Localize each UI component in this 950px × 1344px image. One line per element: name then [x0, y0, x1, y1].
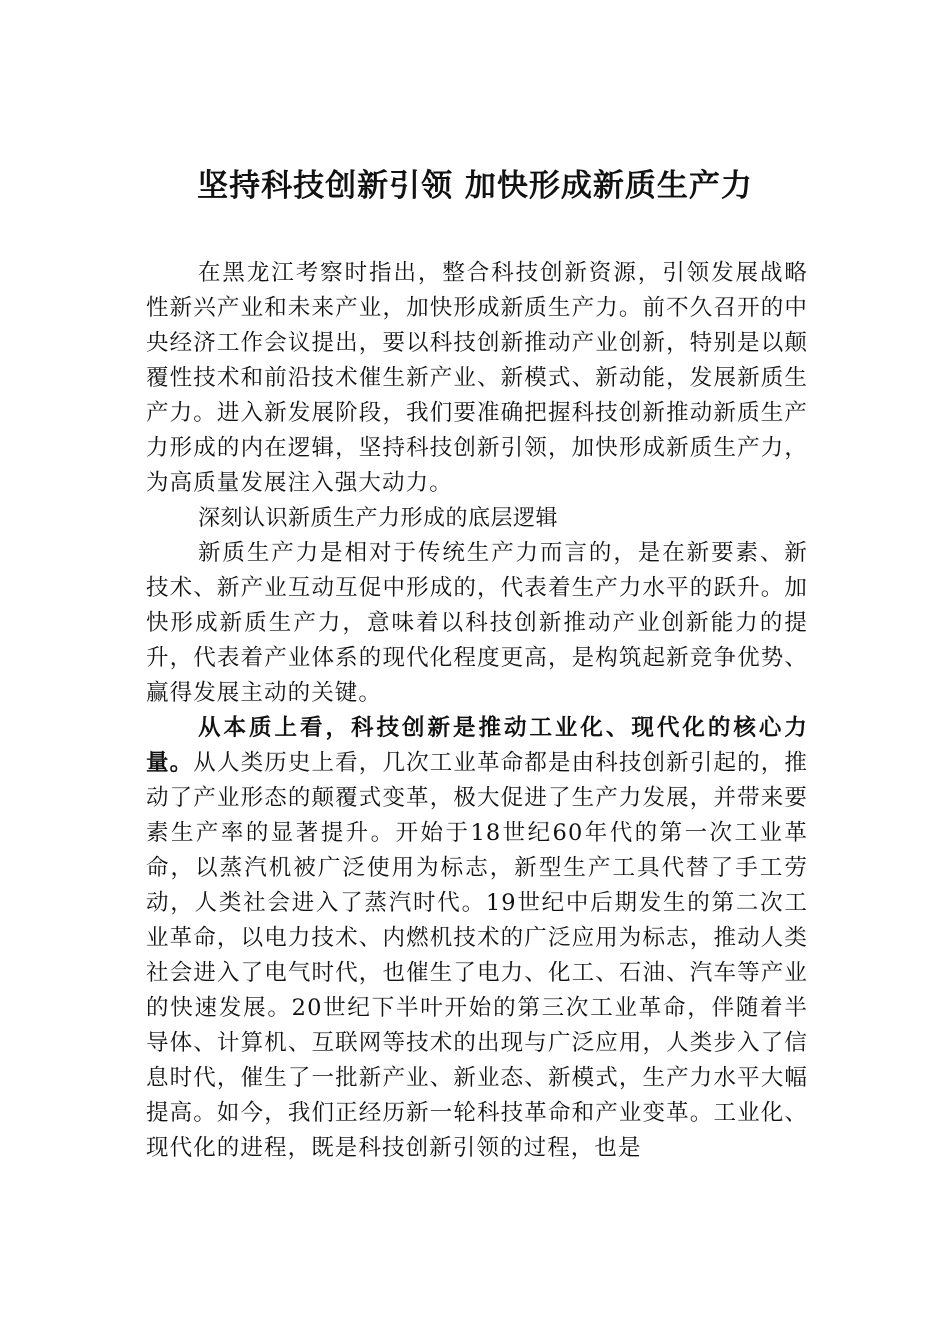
intro-paragraph: 在黑龙江考察时指出，整合科技创新资源，引领发展战略性新兴产业和未来产业，加快形成新质生产力。前不久召开的中央经济工作会议提出，要以科技创新推动产业创新，特别是以颠覆性技术和前沿技术催生新产业、新模式、新动能，发展新质生产力。进入新发展阶段，我们要准确把握科技创新推动新质生产力形成的内在逻辑，坚持科技创新引领，加快形成新质生产力，为高质量发展注入强大动力。	[146, 260, 808, 496]
essence-paragraph-text: 从人类历史上看，几次工业革命都是由科技创新引起的，推动了产业形态的颠覆式变革，极大促进了生产力发展，并带来要素生产率的显著提升。开始于18世纪60年代的第一次工业革命，以蒸汽机被广泛使用为标志，新型生产工具代替了手工劳动，人类社会进入了蒸汽时代。19世纪中后期发生的第二次工业革命，以电力技术、内燃机技术的广泛应用为标志，推动人类社会进入了电气时代，也催生了电力、化工、石油、汽车等产业的快速发展。20世纪下半叶开始的第三次工业革命，伴随着半导体、计算机、互联网等技术的出现与广泛应用，人类步入了信息时代，催生了一批新产业、新业态、新模式，生产力水平大幅提高。如今，我们正经历新一轮科技革命和产业变革。工业化、现代化的进程，既是科技创新引领的过程，也是	[146, 750, 808, 1161]
section-paragraph: 新质生产力是相对于传统生产力而言的，是在新要素、新技术、新产业互动互促中形成的，代表着生产力水平的跃升。加快形成新质生产力，意味着以科技创新推动产业创新能力的提升，代表着产业体系的现代化程度更高，是构筑起新竞争优势、赢得发展主动的关键。	[146, 540, 808, 706]
essence-paragraph	[146, 711, 808, 1166]
lead-sentence: 从本质上看，科技创新是推动工业化、现代化的核心力量。	[146, 715, 808, 776]
document-body	[146, 256, 808, 1166]
section-heading: 深刻认识新质生产力形成的底层逻辑	[198, 506, 559, 531]
document-title: 坚持科技创新引领 加快形成新质生产力	[197, 168, 753, 204]
